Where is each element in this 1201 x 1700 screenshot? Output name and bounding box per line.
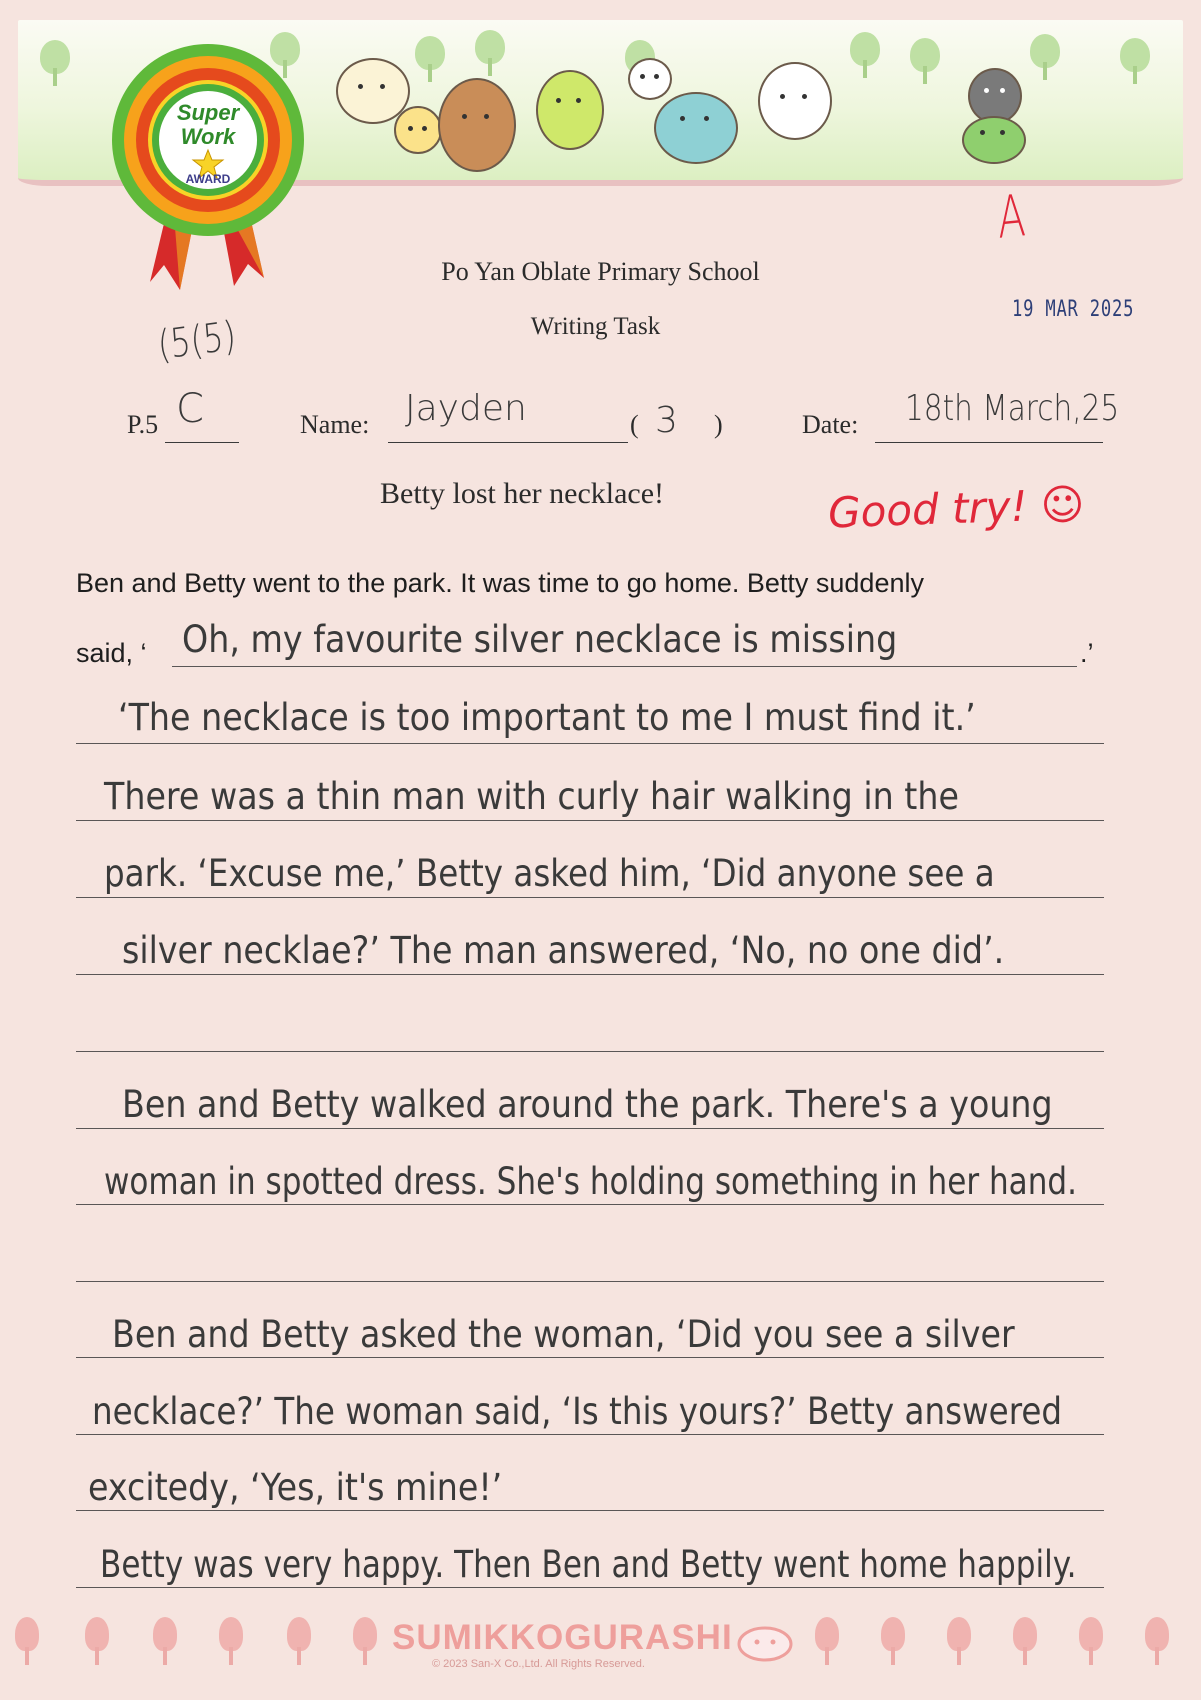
writing-worksheet: Super Work AWARD Po Yan Oblate Primary School Writing Task A 19 MAR 2025 Good try! ☺ (5(5) P.5 C Name: Jayden ( 3 ) Date: 18th March,25 Betty lost her necklace! Ben and Betty went to the park. It was time to go home. Betty suddenly said, ‘ .’ Oh, my favourite silver necklace is missing ‘The necklace is too important to me I must find it.’ There was a thin man with curly hair walking in the park. ‘Excuse me,’ Betty asked him, ‘Did anyone see a silver necklae?’ The man answered, ‘No, no one did’. Ben and Betty walked around the park. There's a young woman in spotted dress. She's holding something in her hand. Ben and Betty asked the woman, ‘Did you see a silver necklace?’ The woman said, ‘Is this yours?’ Betty answered excitedy, ‘Yes, it's mine!’ Betty was very happy. Then Ben and Betty went home happily. SUMIKKOGURASHI © 2023 San-X Co.,Ltd. All Rights Reserved. — [0, 0, 1201, 1700]
class-value: C — [176, 386, 204, 432]
fried-shrimp-character-icon — [394, 106, 442, 154]
ruled-line — [76, 1281, 1104, 1282]
award-line-1: Super — [176, 100, 240, 125]
handwritten-line: Betty was very happy. Then Ben and Betty went home happily. — [100, 1543, 1077, 1586]
handwritten-line: silver necklae?’ The man answered, ‘No, no one did’. — [122, 929, 1005, 972]
footer-tree-icon — [1076, 1617, 1106, 1667]
said-prefix: said, ‘ — [76, 638, 147, 668]
name-label: Name: — [300, 410, 370, 439]
ruled-line — [76, 1357, 1104, 1358]
handwritten-line: Ben and Betty asked the woman, ‘Did you see a silver — [112, 1313, 1015, 1356]
school-name: Po Yan Oblate Primary School — [441, 257, 760, 286]
footer-tree-icon — [216, 1617, 246, 1667]
grade-mark: A — [996, 181, 1028, 252]
brand-mascot-icon — [735, 1620, 795, 1662]
class-note: (5(5) — [156, 313, 238, 369]
copyright-notice: © 2023 San-X Co.,Ltd. All Rights Reserved. — [432, 1658, 645, 1670]
footer-tree-icon — [284, 1617, 314, 1667]
handwritten-line: excitedy, ‘Yes, it's mine!’ — [88, 1466, 503, 1509]
polar-bear-character-icon — [758, 62, 832, 140]
footer-tree-icon — [150, 1617, 180, 1667]
ruled-line — [76, 1051, 1104, 1052]
tree-decoration — [413, 36, 447, 82]
handwritten-line: woman in spotted dress. She's holding something in her hand. — [104, 1160, 1078, 1203]
penguin-character-icon — [536, 70, 604, 150]
ruled-line — [76, 1128, 1104, 1129]
teacher-comment: Good try! ☺ — [827, 479, 1086, 538]
tonkatsu-character-icon — [438, 78, 516, 172]
ruled-line — [76, 1204, 1104, 1205]
handwritten-line: ‘The necklace is too important to me I must find it.’ — [118, 696, 976, 739]
footer-tree-icon — [944, 1617, 974, 1667]
ruled-line — [76, 820, 1104, 821]
tree-decoration — [1028, 34, 1062, 80]
handwritten-line: necklace?’ The woman said, ‘Is this yours?’ Betty answered — [92, 1390, 1063, 1433]
lizard-character-icon — [654, 92, 738, 164]
story-intro: Ben and Betty went to the park. It was time to go home. Betty suddenly — [76, 568, 924, 598]
tree-decoration — [1118, 38, 1152, 84]
ruled-line — [76, 1434, 1104, 1435]
handwritten-line: park. ‘Excuse me,’ Betty asked him, ‘Did anyone see a — [104, 852, 995, 895]
tree-decoration — [473, 30, 507, 76]
ruled-line — [76, 974, 1104, 975]
footer-tree-icon — [350, 1617, 380, 1667]
tree-decoration — [848, 32, 882, 78]
ghost-character-icon — [628, 58, 672, 100]
class-label: P.5 — [127, 410, 159, 439]
date-stamp: 19 MAR 2025 — [1012, 297, 1135, 322]
name-value: Jayden — [405, 388, 527, 429]
date-value: 18th March,25 — [905, 388, 1120, 429]
award-line-3: AWARD — [185, 172, 231, 186]
ruled-line — [76, 897, 1104, 898]
frog-character-icon — [962, 116, 1026, 164]
ruled-line — [76, 743, 1104, 744]
ruled-line — [76, 1510, 1104, 1511]
footer-tree-icon — [82, 1617, 112, 1667]
footer-tree-icon — [1142, 1617, 1172, 1667]
tree-decoration — [908, 38, 942, 84]
class-number: 3 — [655, 400, 678, 441]
footer-tree-icon — [1010, 1617, 1040, 1667]
handwritten-line: Ben and Betty walked around the park. There's a young — [122, 1083, 1053, 1126]
tree-decoration — [38, 40, 72, 86]
brand-logo: SUMIKKOGURASHI — [392, 1618, 733, 1657]
footer-tree-icon — [812, 1617, 842, 1667]
footer-tree-icon — [878, 1617, 908, 1667]
said-suffix: .’ — [1080, 638, 1094, 668]
handwritten-line: There was a thin man with curly hair walking in the — [104, 775, 959, 818]
story-title: Betty lost her necklace! — [380, 477, 665, 510]
award-line-2: Work — [180, 124, 236, 149]
ruled-line — [76, 1587, 1104, 1588]
date-label: Date: — [802, 410, 859, 439]
handwritten-line: Oh, my favourite silver necklace is missing — [182, 618, 898, 661]
task-title: Writing Task — [530, 313, 661, 340]
footer-tree-icon — [12, 1617, 42, 1667]
